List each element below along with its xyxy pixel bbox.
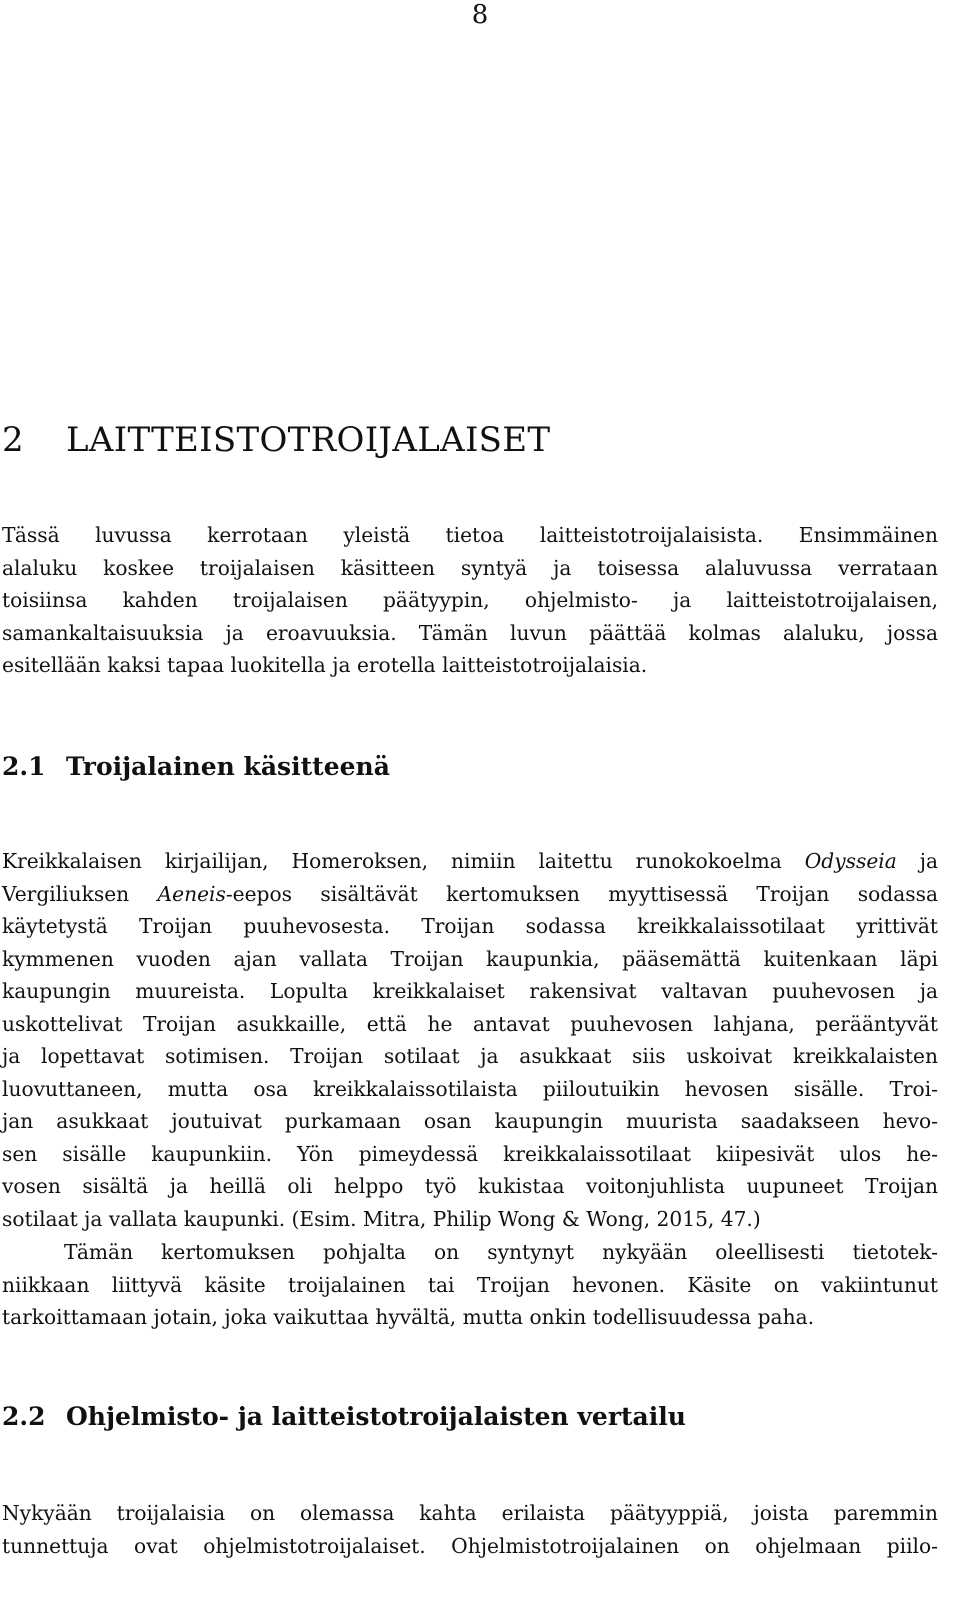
section-heading-2-1 [2,750,952,784]
paragraph-line: ja lopettavat sotimisen. Troijan sotilaat ja asukkaat siis uskoivat kreikkalaisten [2,1044,938,1068]
chapter-number: 2 [2,420,24,460]
paragraph-line: luovuttaneen, mutta osa kreikkalaissotilaista piiloutuikin hevosen sisälle. Troi- [2,1076,938,1101]
paragraph-line: Nykyään troijalaisia on olemassa kahta erilaista päätyyppiä, joista paremmin [2,1501,938,1525]
paragraph-line: Vergiliuksen Aeneis-eepos sisältävät kertomuksen myyttisessä Troijan sodassa [2,881,938,906]
section-2-1-paragraph-1 [2,845,938,1235]
section-2-2-paragraph-1 [2,1497,938,1562]
intro-line: esitellään kaksi tapaa luokitella ja erotella laitteistotroijalaisia. [2,653,648,677]
paragraph-line: tarkoittamaan jotain, joka vaikuttaa hyvältä, mutta onkin todellisuudessa paha. [2,1305,815,1329]
paragraph-line: kaupungin muureista. Lopulta kreikkalaiset rakensivat valtavan puuhevosen ja [2,979,938,1003]
intro-paragraph [2,519,938,682]
chapter-heading [2,418,952,462]
section-title: Troijalainen käsitteenä [66,752,390,781]
paragraph-line: käytetystä Troijan puuhevosesta. Troijan sodassa kreikkalaissotilaat yrittivät [2,914,938,938]
paragraph-line: Kreikkalaisen kirjailijan, Homeroksen, nimiin laitettu runokokoelma Odysseia ja [2,849,938,873]
paragraph-line: sotilaat ja vallata kaupunki. (Esim. Mitra, Philip Wong & Wong, 2015, 47.) [2,1206,761,1231]
section-heading-2-2 [2,1400,952,1434]
intro-line: toisiinsa kahden troijalaisen päätyypin, ohjelmisto- ja laitteistotroijalaisen, [2,588,938,612]
intro-line: alaluku koskee troijalaisen käsitteen syntyä ja toisessa alaluvussa verrataan [2,555,938,580]
section-number: 2.2 [2,1402,46,1431]
paragraph-line: kymmenen vuoden ajan vallata Troijan kaupunkia, pääsemättä kuitenkaan läpi [2,946,938,971]
paragraph-line: niikkaan liittyvä käsite troijalainen tai Troijan hevonen. Käsite on vakiintunut [2,1272,938,1297]
section-number: 2.1 [2,752,46,781]
section-2-1-paragraph-2 [2,1236,938,1334]
paragraph-line: sen sisälle kaupunkiin. Yön pimeydessä kreikkalaissotilaat kiipesivät ulos he- [2,1141,938,1166]
paragraph-line: jan asukkaat joutuivat purkamaan osan kaupungin muurista saadakseen hevo- [2,1109,938,1133]
intro-line: Tässä luvussa kerrotaan yleistä tietoa laitteistotroijalaisista. Ensimmäinen [2,523,938,547]
work-title-aeneis: Aeneis [157,881,226,906]
page-number: 8 [471,0,489,30]
paragraph-line: Tämän kertomuksen pohjalta on syntynyt nykyään oleellisesti tietotek- [64,1240,938,1264]
paragraph-line: vosen sisältä ja heillä oli helppo työ kukistaa voitonjuhlista uupuneet Troijan [2,1174,938,1198]
paragraph-line: uskottelivat Troijan asukkaille, että he antavat puuhevosen lahjana, perääntyvät [2,1011,938,1036]
section-title: Ohjelmisto- ja laitteistotroijalaisten vertailu [66,1402,686,1431]
paragraph-line: tunnettuja ovat ohjelmistotroijalaiset. Ohjelmistotroijalainen on ohjelmaan piilo- [2,1533,938,1558]
work-title-odysseia: Odysseia [804,849,897,873]
intro-line: samankaltaisuuksia ja eroavuuksia. Tämän luvun päättää kolmas alaluku, jossa [2,620,938,645]
chapter-title: LAITTEISTOTROIJALAISET [66,420,551,460]
